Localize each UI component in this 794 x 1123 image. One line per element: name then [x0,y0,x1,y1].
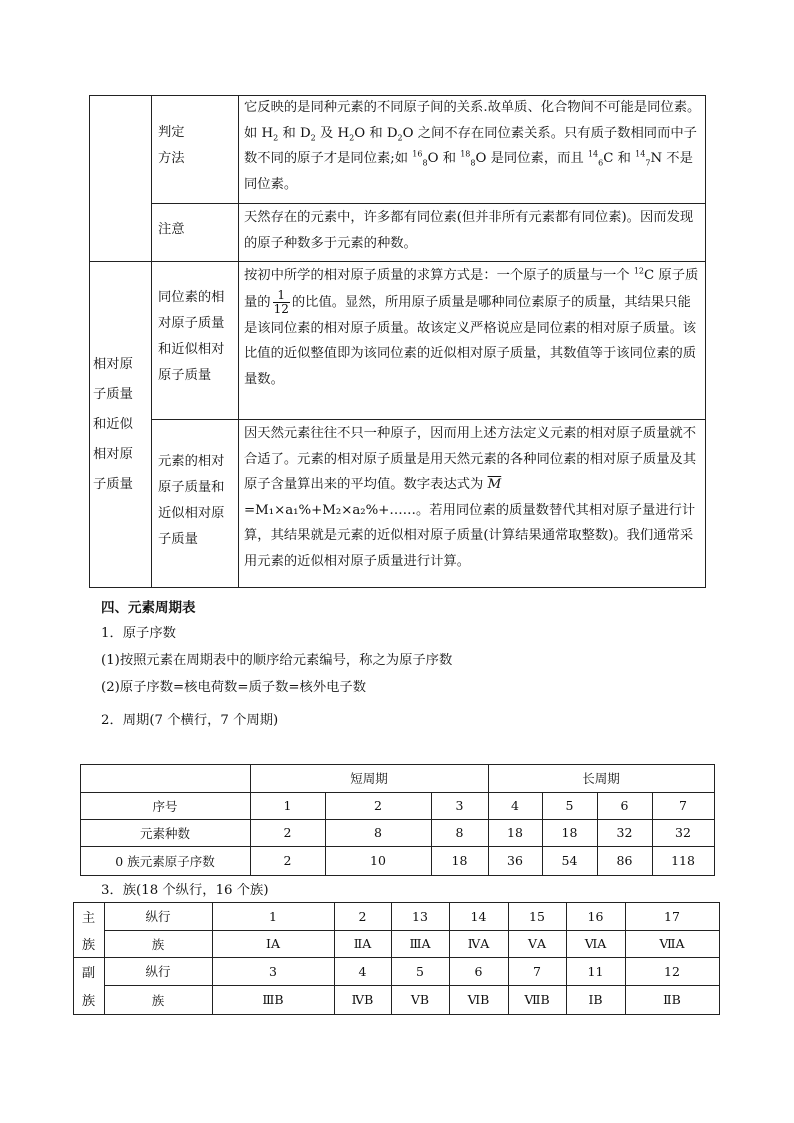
table-cell: 118 [671,853,695,868]
table-cell: 13 [412,908,428,924]
row-label-judge-method: 判定 方法 [158,125,185,166]
item-group: 3．族(18 个纵行，16 个族) [101,883,269,898]
table-cell: 6 [620,798,629,813]
table-cell: 5 [565,798,574,813]
table-cell: 18 [561,825,578,840]
table-border [151,203,706,204]
main-group-label: 族 [81,938,96,953]
isotope-mass-text: 按初中所学的相对原子质量的求算方式是：一个原子的质量与一个 $^{12}$C 原子质量的 $\frac{1}{12}$ 的比值。显然，所用原子质量是哪种同位素原子的质量，其结果只能是该同位素的相对原子质量。故该定义严格说应是同位素的相对原子质量。该比值的近似整值即为该同位素的近似相对原子质量，其数值等于该同位素的质量数。 [244,266,699,387]
table-cell: 1 [269,908,277,924]
row-label: 族 [151,992,165,1008]
table-border [89,587,706,588]
row-label-isotope-mass: 同位素的相 对原子质量 和近似相对 原子质量 [158,290,225,383]
table-cell: 2 [283,825,292,840]
table-cell: 18 [451,853,468,868]
table-cell: ⅤB [410,992,430,1007]
table-cell: 2 [374,798,382,813]
item-atomic-number-2: (2)原子序数=核电荷数=质子数=核外电子数 [101,680,367,695]
table-cell: 36 [507,853,523,868]
table-border [89,261,706,262]
table-cell: ⅡB [663,992,681,1007]
table-border [238,95,239,588]
row-label-note: 注意 [158,222,185,237]
row-label: 族 [151,936,165,952]
table-cell: ⅥA [584,936,607,951]
item-atomic-number-1: (1)按照元素在周期表中的顺序给元素编号，称之为原子序数 [101,653,453,668]
table-cell: ⅢB [262,992,284,1007]
row-label-element-mass: 元素的相对 原子质量和 近似相对原 子质量 [158,454,225,547]
table-cell: 8 [374,825,382,840]
table-cell: ⅦA [659,936,685,951]
main-group-label: 主 [81,910,96,926]
table-border [705,95,706,588]
table-cell: 86 [616,853,633,868]
table-cell: 10 [370,853,386,868]
table-border [151,419,706,420]
table-cell: 7 [533,963,541,979]
table-cell: 17 [664,908,680,924]
table-cell: 7 [679,798,687,813]
table-cell: ⅦB [524,992,550,1007]
item-atomic-number: 1．原子序数 [101,626,176,641]
table-border [89,95,90,588]
row-label: 元素种数 [139,825,190,841]
fraction-one-twelfth: $\frac{1}{12}$ [273,287,289,316]
table-cell: 2 [358,908,367,924]
table-cell: 16 [587,908,604,924]
table-cell: 8 [455,825,464,840]
table-cell: 12 [664,963,680,979]
table-cell: ⅡA [353,936,372,951]
table-cell: 6 [474,963,483,979]
row-label: 纵行 [145,909,171,924]
table-cell: ⅠA [266,936,280,951]
table-cell: 54 [561,853,578,868]
table-cell: ⅥB [467,992,490,1007]
item-period: 2．周期(7 个横行，7 个周期) [101,713,279,728]
row-label-relative-atomic-mass: 相对原 子质量 和近似 相对原 子质量 [93,357,133,492]
table-cell: ⅠB [588,992,603,1007]
table-cell: 1 [283,798,292,813]
table-cell: 14 [470,908,487,924]
table-cell: 15 [529,908,545,924]
table-cell: 4 [511,798,519,813]
table-cell: 18 [507,825,523,840]
short-period-header: 短周期 [350,771,388,786]
table-cell: ⅤA [527,936,547,951]
table-cell: 5 [416,963,424,979]
sub-group-label: 族 [81,994,96,1009]
table-cell: 11 [587,963,604,979]
long-period-header: 长周期 [582,771,620,786]
table-cell: 3 [455,798,464,813]
row-label: 0 族元素原子序数 [115,853,215,869]
table-cell: 2 [283,853,292,868]
element-mass-text: 因天然元素往往不只一种原子，因而用上述方法定义元素的相对原子质量就不合适了。元素的相对原子质量是用天然元素的各种同位素的相对原子质量及其原子含量算出来的平均值。数字表达式为 $\overline{M}$ =M₁×a₁%+M₂×a₂%+……。若用同位素的质量数替代其相对原子量进行计算，其结果就是元素的近似相对原子质量(计算结果通常取整数)。我们通常采用元素的近似相对原子质量进行计算。 [244,426,697,569]
table-cell: 32 [616,825,633,840]
table-cell: 3 [269,963,277,979]
table-cell: ⅢA [409,936,431,951]
sub-group-label: 副 [81,965,96,981]
row-label: 纵行 [145,964,171,979]
note-text: 天然存在的元素中，许多都有同位素(但并非所有元素都有同位素)。因而发现的原子种数多于元素的种数。 [244,210,694,251]
table-cell: 32 [675,825,691,840]
table-cell: ⅣB [351,992,374,1007]
table-cell: ⅣA [467,936,490,951]
table-cell: 4 [358,963,367,979]
table-border [151,95,152,588]
judge-method-text: 它反映的是同种元素的不同原子间的关系.故单质、化合物间不可能是同位素。如 $H_2$ 和 $D_2$ 及 $H_2O$ 和 $D_2O$ 之间不存在同位素关系。只有质子数相同而中子数不同的原子才是同位素;如 $^{16}_8$O 和 $^{18}_8$O 是同位素，而且 $^{14}_6$C 和 $^{14}_7$N 不是同位素。 [244,100,701,192]
row-label: 序号 [152,798,178,814]
section-title: 四、元素周期表 [101,600,196,616]
